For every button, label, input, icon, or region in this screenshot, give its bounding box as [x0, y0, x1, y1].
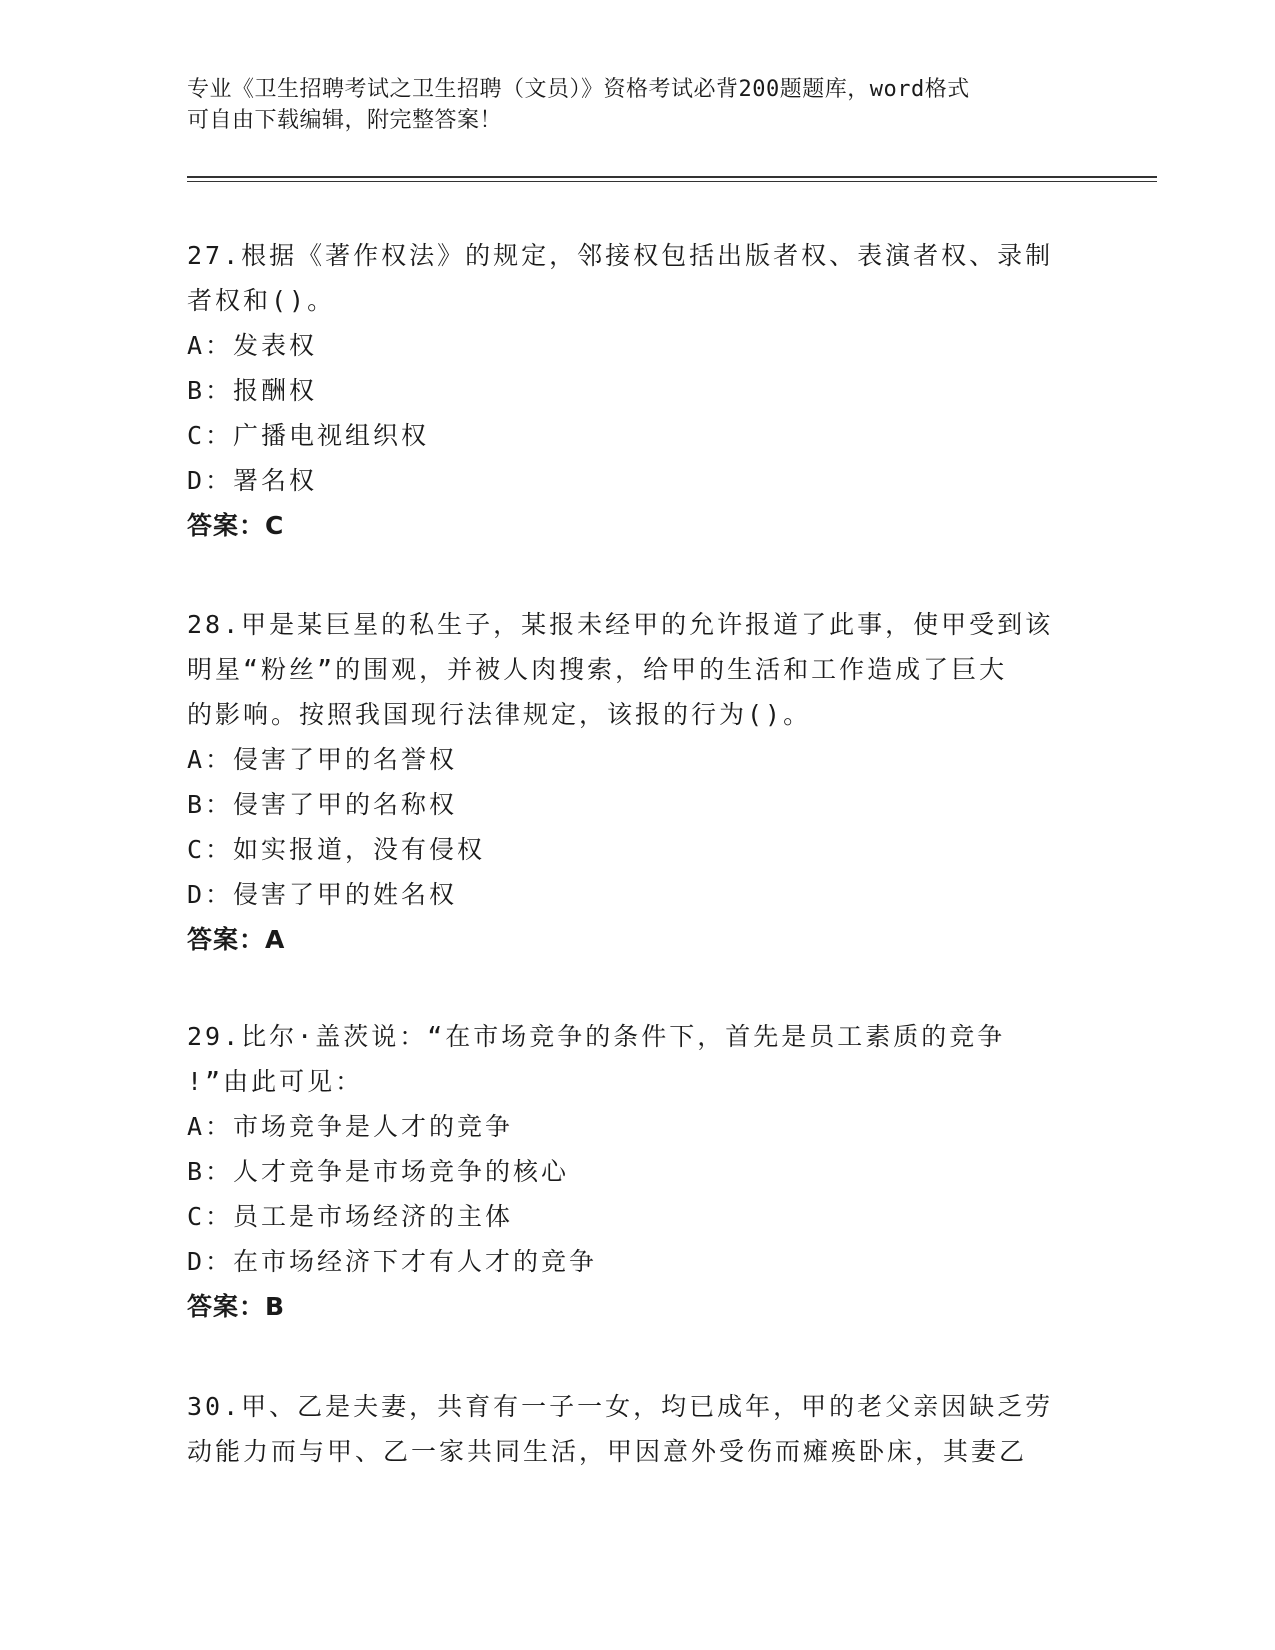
option-a: A：市场竞争是人才的竞争 [187, 1112, 514, 1141]
question-stem-line: 明星“粉丝”的围观，并被人肉搜索，给甲的生活和工作造成了巨大 [187, 655, 1008, 684]
question-block [187, 1384, 1087, 1474]
document-header [187, 74, 1087, 136]
option-a: A：发表权 [187, 331, 318, 360]
option-c: C：员工是市场经济的主体 [187, 1202, 514, 1231]
question-block [187, 1014, 1087, 1329]
option-b: B：人才竞争是市场竞争的核心 [187, 1157, 570, 1186]
option-c: C：如实报道，没有侵权 [187, 835, 486, 864]
header-line: 可自由下载编辑，附完整答案！ [187, 108, 503, 133]
answer-line: 答案：C [187, 511, 285, 540]
question-stem-line: 动能力而与甲、乙一家共同生活，甲因意外受伤而瘫痪卧床，其妻乙 [187, 1437, 1028, 1466]
question-stem-line: 29.比尔·盖茨说：“在市场竞争的条件下，首先是员工素质的竞争 [187, 1022, 1006, 1051]
question-stem-line: 者权和()。 [187, 286, 336, 315]
question-block [187, 602, 1087, 962]
option-b: B：报酬权 [187, 376, 318, 405]
question-block [187, 233, 1087, 548]
question-stem-line: !”由此可见： [187, 1067, 364, 1096]
option-d: D：侵害了甲的姓名权 [187, 880, 458, 909]
header-divider [187, 181, 1157, 182]
question-stem-line: 28.甲是某巨星的私生子，某报未经甲的允许报道了此事，使甲受到该 [187, 610, 1054, 639]
question-stem-line: 30.甲、乙是夫妻，共育有一子一女，均已成年，甲的老父亲因缺乏劳 [187, 1392, 1054, 1421]
question-stem-line: 27.根据《著作权法》的规定，邻接权包括出版者权、表演者权、录制 [187, 241, 1054, 270]
header-divider [187, 176, 1157, 178]
option-c: C：广播电视组织权 [187, 421, 430, 450]
header-line: 专业《卫生招聘考试之卫生招聘（文员）》资格考试必背200题题库，word格式 [187, 77, 970, 102]
option-d: D：署名权 [187, 466, 318, 495]
option-d: D：在市场经济下才有人才的竞争 [187, 1247, 598, 1276]
question-stem-line: 的影响。按照我国现行法律规定，该报的行为()。 [187, 700, 812, 729]
answer-line: 答案：A [187, 925, 286, 954]
option-a: A：侵害了甲的名誉权 [187, 745, 458, 774]
option-b: B：侵害了甲的名称权 [187, 790, 458, 819]
answer-line: 答案：B [187, 1292, 286, 1321]
